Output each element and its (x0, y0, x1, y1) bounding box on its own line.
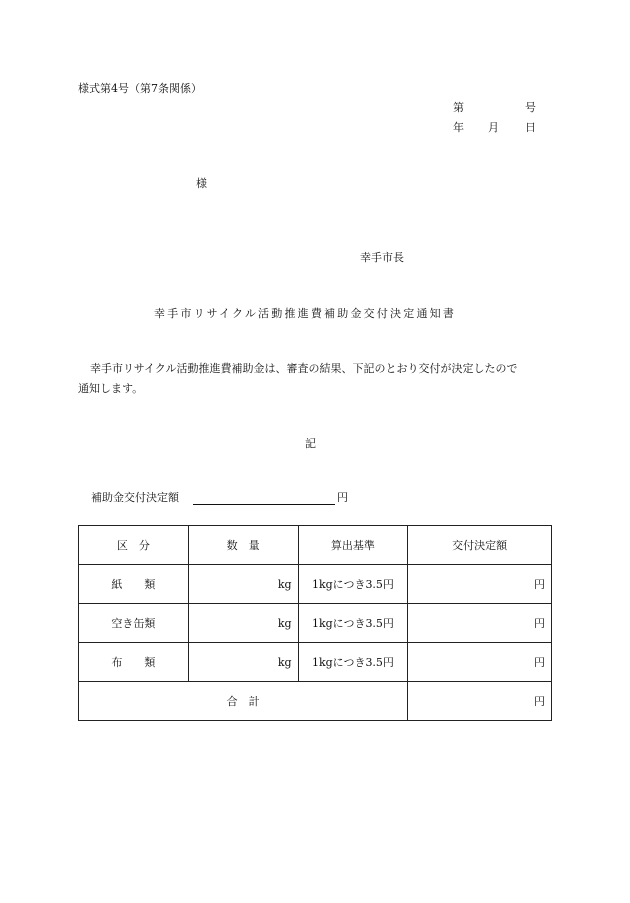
row-category: 空き缶類 (79, 604, 189, 643)
recipient-honorific: 様 (196, 177, 207, 190)
row-quantity-unit[interactable]: kg (188, 604, 298, 643)
number-suffix: 号 (525, 101, 536, 114)
grant-table (78, 525, 552, 721)
header-amount: 交付決定額 (408, 526, 552, 565)
row-amount-unit[interactable]: 円 (408, 604, 552, 643)
document-number (453, 99, 536, 115)
body-text (78, 359, 558, 399)
body-line-2: 通知します。 (78, 382, 144, 395)
grant-amount-unit: 円 (337, 491, 348, 504)
grant-amount-label: 補助金交付決定額 (91, 491, 179, 504)
total-label: 合 計 (79, 682, 408, 721)
table-total-row (79, 682, 552, 721)
table-row (79, 643, 552, 682)
ki-heading: 記 (305, 437, 316, 450)
row-quantity-unit[interactable]: kg (188, 643, 298, 682)
issuer-name: 幸手市長 (360, 251, 404, 264)
row-basis: 1kgにつき3.5円 (298, 604, 408, 643)
header-basis: 算出基準 (298, 526, 408, 565)
grant-amount-line (91, 489, 348, 505)
total-amount-unit[interactable]: 円 (408, 682, 552, 721)
row-category: 紙 類 (79, 565, 189, 604)
date-year: 年 (453, 121, 464, 134)
table-row (79, 565, 552, 604)
table-header-row (79, 526, 552, 565)
row-category: 布 類 (79, 643, 189, 682)
row-basis: 1kgにつき3.5円 (298, 565, 408, 604)
date-day: 日 (525, 121, 536, 134)
date-month: 月 (488, 121, 499, 134)
number-prefix: 第 (453, 101, 464, 114)
row-amount-unit[interactable]: 円 (408, 565, 552, 604)
body-line-1: 幸手市リサイクル活動推進費補助金は、審査の結果、下記のとおり交付が決定したので (90, 362, 518, 375)
row-amount-unit[interactable]: 円 (408, 643, 552, 682)
form-number: 様式第4号（第7条関係） (78, 82, 202, 95)
grant-amount-blank[interactable] (193, 492, 335, 505)
table-row (79, 604, 552, 643)
header-category: 区 分 (79, 526, 189, 565)
row-basis: 1kgにつき3.5円 (298, 643, 408, 682)
document-title: 幸手市リサイクル活動推進費補助金交付決定通知書 (154, 307, 457, 320)
row-quantity-unit[interactable]: kg (188, 565, 298, 604)
header-quantity: 数 量 (188, 526, 298, 565)
